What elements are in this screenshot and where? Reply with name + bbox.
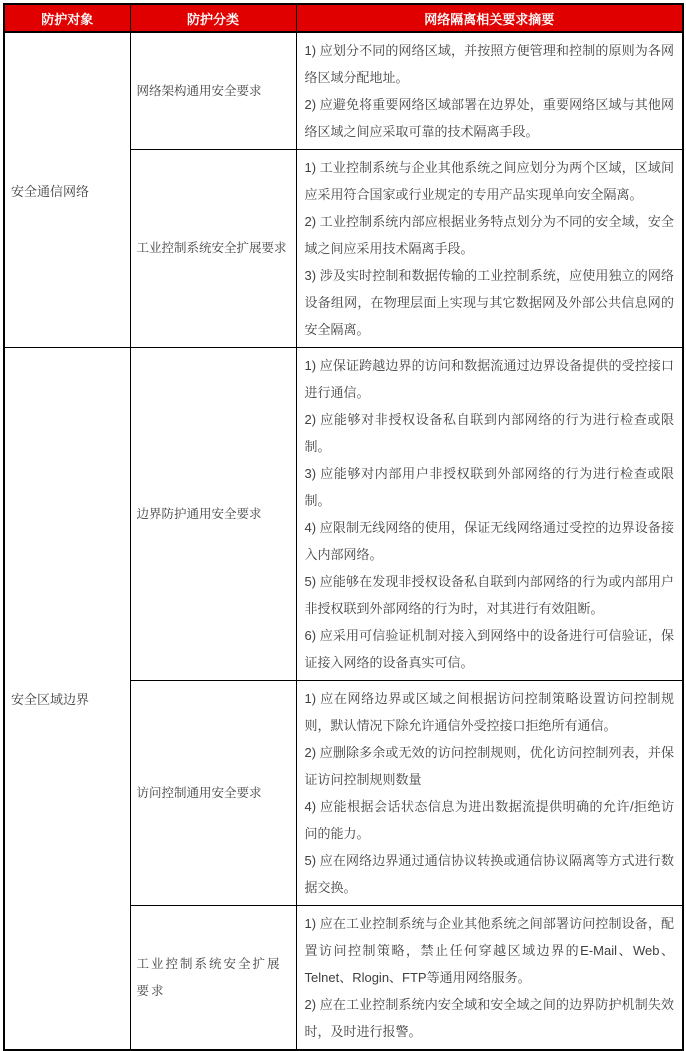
requirements-cell (296, 348, 683, 681)
requirement-item: 2) 应删除多余或无效的访问控制规则，优化访问控制列表，并保证访问控制规则数量 (304, 745, 674, 787)
protection-requirements-table (3, 3, 684, 1051)
requirements-cell (296, 150, 683, 348)
table-row (4, 348, 683, 681)
requirements-cell (296, 681, 683, 906)
category-cell-access-control: 访问控制通用安全要求 (130, 681, 296, 906)
requirements-cell (296, 906, 683, 1051)
requirement-item: 2) 应能够对非授权设备私自联到内部网络的行为进行检查或限制。 (304, 412, 674, 454)
object-cell-security-communication-network: 安全通信网络 (4, 32, 130, 348)
requirement-item: 2) 应避免将重要网络区域部署在边界处，重要网络区域与其他网络区域之间应采取可靠的技术隔离手段。 (304, 97, 674, 139)
requirement-item: 3) 涉及实时控制和数据传输的工业控制系统，应使用独立的网络设备组网，在物理层面上实现与其它数据网及外部公共信息网的安全隔离。 (304, 268, 674, 337)
requirement-item: 4) 应能根据会话状态信息为进出数据流提供明确的允许/拒绝访问的能力。 (304, 799, 674, 841)
requirement-item: 3) 应能够对内部用户非授权联到外部网络的行为进行检查或限制。 (304, 466, 674, 508)
requirement-item: 1) 应划分不同的网络区域，并按照方便管理和控制的原则为各网络区域分配地址。 (304, 43, 674, 85)
requirement-item: 1) 应在工业控制系统与企业其他系统之间部署访问控制设备，配置访问控制策略，禁止任何穿越区域边界的E-Mail、Web、Telnet、Rlogin、FTP等通用网络服务。 (304, 916, 674, 985)
requirements-cell (296, 32, 683, 150)
requirement-item: 1) 应保证跨越边界的访问和数据流通过边界设备提供的受控接口进行通信。 (304, 358, 674, 400)
requirement-item: 1) 应在网络边界或区域之间根据访问控制策略设置访问控制规则，默认情况下除允许通信外受控接口拒绝所有通信。 (304, 691, 674, 733)
header-protection-object: 防护对象 (4, 4, 130, 32)
table-header-row (4, 4, 683, 32)
requirement-item: 2) 应在工业控制系统内安全域和安全域之间的边界防护机制失效时，及时进行报警。 (304, 997, 674, 1039)
requirement-item: 4) 应限制无线网络的使用，保证无线网络通过受控的边界设备接入内部网络。 (304, 520, 674, 562)
object-cell-security-area-boundary: 安全区域边界 (4, 348, 130, 1051)
header-protection-category: 防护分类 (130, 4, 296, 32)
category-cell-network-architecture: 网络架构通用安全要求 (130, 32, 296, 150)
category-cell-boundary-protection: 边界防护通用安全要求 (130, 348, 296, 681)
header-isolation-requirements: 网络隔离相关要求摘要 (296, 4, 683, 32)
requirement-item: 5) 应在网络边界通过通信协议转换或通信协议隔离等方式进行数据交换。 (304, 853, 674, 895)
table-row (4, 32, 683, 150)
requirement-item: 2) 工业控制系统内部应根据业务特点划分为不同的安全域，安全域之间应采用技术隔离手段。 (304, 214, 674, 256)
category-cell-ics-extension-1: 工业控制系统安全扩展要求 (130, 150, 296, 348)
requirement-item: 6) 应采用可信验证机制对接入到网络中的设备进行可信验证，保证接入网络的设备真实可信。 (304, 628, 674, 670)
requirement-item: 5) 应能够在发现非授权设备私自联到内部网络的行为或内部用户非授权联到外部网络的行为时，对其进行有效阻断。 (304, 574, 674, 616)
category-cell-ics-extension-2: 工业控制系统安全扩展要求 (130, 906, 296, 1051)
requirement-item: 1) 工业控制系统与企业其他系统之间应划分为两个区域，区域间应采用符合国家或行业规定的专用产品实现单向安全隔离。 (304, 160, 674, 202)
